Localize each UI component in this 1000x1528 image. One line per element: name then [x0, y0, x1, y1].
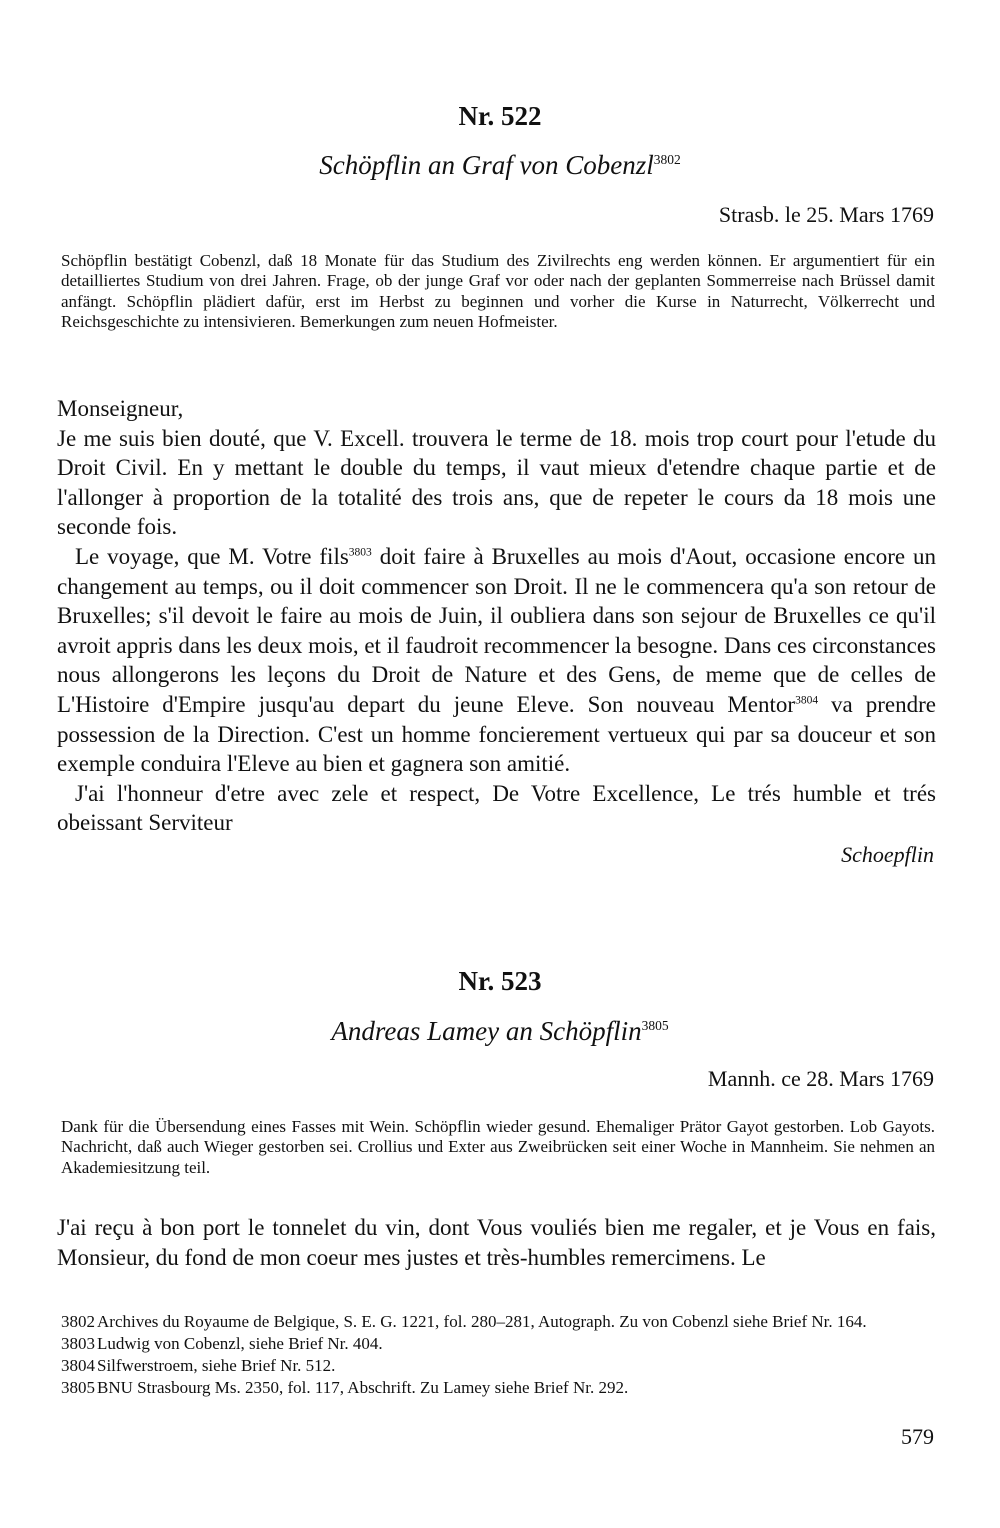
letter-number-523: Nr. 523: [458, 966, 542, 996]
footnote-3803: [61, 1333, 935, 1355]
footnote-number: 3802: [61, 1312, 95, 1331]
footnote-3805: [61, 1377, 935, 1399]
footnote-ref-3803: 3803: [348, 546, 372, 559]
paragraph-1: Je me suis bien douté, que V. Excell. trouvera le terme de 18. mois trop court pour l'etude du Droit Civil. En y mettant le double du temps, il vaut mieux d'etendre chaque partie et de l'allonger à proportion de la totalité des trois ans, que de repeter le cours da 18 mois une seconde fois.: [57, 425, 936, 540]
footnote-text: Silfwerstroem, siehe Brief Nr. 512.: [97, 1356, 336, 1375]
footnote-number: 3803: [61, 1334, 95, 1353]
signature: Schoepflin: [841, 842, 934, 867]
salutation: Monseigneur,: [57, 396, 184, 421]
footnote-ref-3804: 3804: [795, 694, 819, 707]
summary-523: Dank für die Übersendung eines Fasses mit Wein. Schöpflin wieder gesund. Ehemaliger Prätor Gayot gestorben. Lob Gayots. Nachricht, daß auch Wieger gestorben sei. Crollius und Exter aus Zweibrücken seit einer Woche in Mannheim. Sie nehmen an Akademiesitzung teil.: [61, 1117, 935, 1177]
page-number: 579: [901, 1424, 934, 1449]
footnote-ref-3805: 3805: [641, 1018, 669, 1033]
paragraph-2-part-a: Le voyage, que M. Votre fils: [75, 543, 349, 569]
letter-title-523: [0, 1016, 1000, 1047]
footnote-3802: [61, 1311, 935, 1333]
paragraph-2-part-c: va prendre possession de la Direction. C'est un homme foncierement vertueux qui par sa douceur et son exemple conduira l'Eleve au bien et gagnera son amitié.: [57, 691, 936, 777]
footnote-ref-3802: 3802: [653, 152, 681, 167]
footnote-number: 3805: [61, 1378, 95, 1397]
footnote-text: BNU Strasbourg Ms. 2350, fol. 117, Abschrift. Zu Lamey siehe Brief Nr. 292.: [97, 1378, 629, 1397]
paragraph-2: [57, 542, 936, 779]
letter-body-523: [57, 1213, 936, 1272]
summary-522: Schöpflin bestätigt Cobenzl, daß 18 Monate für das Studium des Zivilrechts eng werden können. Er argumentiert für ein detailliertes Studium von drei Jahren. Frage, ob der junge Graf vor oder nach der geplanten Sommerreise nach Brüssel damit anfängt. Schöpflin plädiert dafür, erst im Herbst zu beginnen und vorher die Kurse in Naturrecht, Völkerrecht und Reichsgeschichte zu intensivieren. Bemerkungen zum neuen Hofmeister.: [61, 251, 935, 332]
footnote-3804: [61, 1355, 935, 1377]
paragraph-1: J'ai reçu à bon port le tonnelet du vin, dont Vous vouliés bien me regaler, et je Vous en fais, Monsieur, du fond de mon coeur mes justes et très-humbles remercimens. Le: [57, 1215, 936, 1270]
closing-paragraph: J'ai l'honneur d'etre avec zele et respect, De Votre Excellence, Le trés humble et trés obeissant Serviteur: [57, 780, 936, 836]
paragraph-2-part-b: doit faire à Bruxelles au mois d'Aout, occasione encore un changement au temps, ou il doit commencer son Droit. Il ne le commencera qu'a son retour de Bruxelles; s'il devoit le faire au mois de Juin, il oubliera dans son sejour de Bruxelles ce qu'il avroit appris dans les deux mois, et il faudroit recommencer la besogne. Dans ces circonstances nous allongerons les leçons du Droit de Nature et des Gens, de meme que de celles de L'Histoire d'Empire jusqu'au depart du jeune Eleve. Son nouveau Mentor: [57, 543, 936, 717]
letter-title-text: Andreas Lamey an Schöpflin: [331, 1016, 642, 1046]
letter-number-522: Nr. 522: [458, 101, 542, 131]
footnote-text: Archives du Royaume de Belgique, S. E. G. 1221, fol. 280–281, Autograph. Zu von Cobenzl siehe Brief Nr. 164.: [97, 1312, 867, 1331]
footnote-number: 3804: [61, 1356, 95, 1375]
footnotes: [61, 1311, 935, 1399]
letter-title-522: [0, 150, 1000, 181]
footnote-text: Ludwig von Cobenzl, siehe Brief Nr. 404.: [97, 1334, 383, 1353]
letter-title-text: Schöpflin an Graf von Cobenzl: [319, 150, 654, 180]
dateline-523: Mannh. ce 28. Mars 1769: [707, 1066, 934, 1091]
dateline-522: Strasb. le 25. Mars 1769: [718, 202, 934, 227]
letter-body-522: [57, 394, 936, 838]
